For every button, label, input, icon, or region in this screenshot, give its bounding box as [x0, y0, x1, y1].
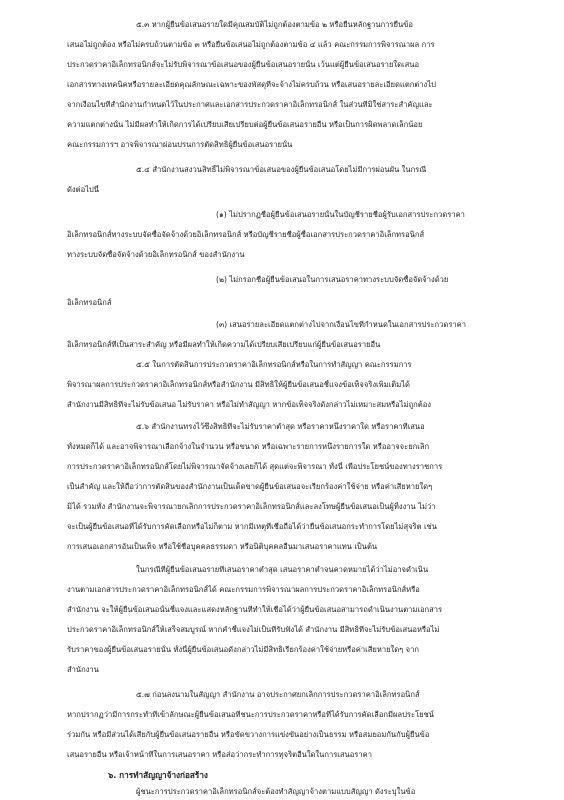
text-line: เป็นสำคัญ และให้ถือว่าการตัดสินของสำนักงานเป็นเด็ดขาดผู้ยื่นข้อเสนอจะเรียกร้องค่าใช้จ่าย หรือค่าเสียหายใดๆ: [67, 482, 433, 491]
text-line: ทางระบบจัดซื้อจัดจ้างด้วยอิเล็กทรอนิกส์ ของสำนักงาน: [67, 250, 245, 259]
text-line: คณะกรรมการฯ อาจพิจารณาผ่อนปรนการตัดสิทธิผู้ยื่นข้อเสนอรายนั้น: [67, 140, 293, 149]
text-line: การเสนอเอกสารอันเป็นเท็จ หรือใช้ชื่อบุคคลธรรมดา หรือนิติบุคคลอื่นมาเสนอราคาแทน เป็นต้น: [67, 542, 378, 551]
text-line: ร่วมกัน หรือมีส่วนได้เสียกับผู้ยื่นข้อเสนอรายอื่น หรือขัดขวางการแข่งขันอย่างเป็นธรรม หรือสมยอมกันกับผู้ยื่นข้อ: [67, 730, 430, 739]
text-line: จะเป็นผู้ยื่นข้อเสนอที่ได้รับการคัดเลือกหรือไม่ก็ตาม หากมีเหตุที่เชื่อถือได้ว่ายื่นข้อเสนอกระทำการโดยไม่สุจริต เช่น: [67, 522, 437, 531]
text-line: (๓) เสนอรายละเอียดแตกต่างไปจากเงื่อนไขที่กำหนดในเอกสารประกวดราคา: [216, 320, 467, 329]
text-line: จากเงื่อนไขที่สำนักงานกำหนดไว้ในประกาศและเอกสารประกวดราคาอิเล็กทรอนิกส์ ในส่วนที่มิใช่สาระสำคัญและ: [67, 100, 433, 109]
text-line: ความแตกต่างนั้น ไม่มีผลทำให้เกิดการได้เปรียบเสียเปรียบต่อผู้ยื่นข้อเสนอรายอื่น หรือเป็นการผิดพลาดเล็กน้อย: [67, 120, 423, 129]
text-line: เสนอรายอื่น หรือเจ้าหน้าที่ในการเสนอราคา หรือส่อว่ากระทำการทุจริตอื่นใดในการเสนอราคา: [67, 750, 372, 759]
text-line: ๕.๗ ก่อนลงนามในสัญญา สำนักงาน อาจประกาศยกเลิกการประกวดราคาอิเล็กทรอนิกส์: [136, 690, 420, 699]
text-line: ดังต่อไปนี้: [67, 185, 99, 194]
text-line: อิเล็กทรอนิกส์ทางระบบจัดซื้อจัดจ้างด้วยอิเล็กทรอนิกส์ หรือบัญชีรายชื่อผู้ซื้อเอกสารประกวดราคาอิเล็กทรอนิกส์: [67, 230, 425, 239]
text-line: ทั้งหมดก็ได้ และอาจพิจารณาเลือกจ้างในจำนวน หรือขนาด หรือเฉพาะรายการหนึ่งรายการใด หรืออาจจะยกเลิก: [67, 442, 430, 451]
text-line: ๕.๕ ในการตัดสินการประกวดราคาอิเล็กทรอนิกส์หรือในการทำสัญญา คณะกรรมการ: [136, 360, 412, 369]
text-line: ๕.๔ สำนักงานสงวนสิทธิ์ไม่พิจารณาข้อเสนอของผู้ยื่นข้อเสนอโดยไม่มีการผ่อนผัน ในกรณี: [136, 165, 427, 174]
text-line: เสนอไม่ถูกต้อง หรือไม่ครบถ้วนตามข้อ ๓ หรือยื่นข้อเสนอไม่ถูกต้องตามข้อ ๔ แล้ว คณะกรรมการพิจารณาผล การ: [67, 40, 435, 49]
text-line: ๕.๖ สำนักงานทรงไว้ซึ่งสิทธิที่จะไม่รับราคาต่ำสุด หรือราคาหนึ่งราคาใด หรือราคาที่เสนอ: [136, 422, 425, 431]
text-line: (๑) ไม่ปรากฏชื่อผู้ยื่นข้อเสนอรายนั้นในบัญชีรายชื่อผู้รับเอกสารประกวดราคา: [216, 210, 465, 219]
text-line: หากปรากฏว่ามีการกระทำที่เข้าลักษณะผู้ยื่นข้อเสนอที่ชนะการประกวดราคาหรือที่ได้รับการคัดเลือกมีผลประโยชน์: [67, 710, 434, 719]
text-line: รับราคาของผู้ยื่นข้อเสนอรายนั้น ทั้งนี้ผู้ยื่นข้อเสนอดังกล่าวไม่มีสิทธิเรียกร้องค่าใช้จ่ายหรือค่าเสียหายใดๆ จาก: [67, 645, 419, 654]
text-line: อิเล็กทรอนิกส์ที่เป็นสาระสำคัญ หรือมีผลทำให้เกิดความได้เปรียบเสียเปรียบแก่ผู้ยื่นข้อเสนอรายอื่น: [67, 340, 381, 349]
text-line: สำนักงาน: [67, 665, 99, 674]
text-line: เอกสารทางเทคนิคหรือรายละเอียดคุณลักษณะเฉพาะของพัสดุที่จะจ้างไม่ครบถ้วน หรือเสนอรายละเอียดแตกต่างไป: [67, 80, 436, 89]
text-line: สำนักงานมีสิทธิที่จะไม่รับข้อเสนอ ไม่รับราคา หรือไม่ทำสัญญา หากข้อเท็จจริงดังกล่าวไม่เหมาะสมหรือไม่ถูกต้อง: [67, 400, 431, 409]
text-line: อิเล็กทรอนิกส์: [67, 298, 112, 307]
text-line: (๒) ไม่กรอกชื่อผู้ยื่นข้อเสนอในการเสนอราคาทางระบบจัดซื้อจัดจ้างด้วย: [216, 275, 449, 284]
text-line: สำนักงาน จะให้ผู้ยื่นข้อเสนอนั้นชี้แจงและแสดงหลักฐานที่ทำให้เชื่อได้ว่าผู้ยื่นข้อเสนอสามารถดำเนินงานตามเอกสาร: [67, 605, 443, 614]
text-line: การประกวดราคาอิเล็กทรอนิกส์โดยไม่พิจารณาจัดจ้างเลยก็ได้ สุดแต่จะพิจารณา ทั้งนี้ เพื่อประโยชน์ของทางราชการ: [67, 462, 443, 471]
text-line: พิจารณาผลการประกวดราคาอิเล็กทรอนิกส์หรือสำนักงาน มีสิทธิให้ผู้ยื่นข้อเสนอชี้แจงข้อเท็จจริงเพิ่มเติมได้: [67, 380, 410, 389]
text-line: มิได้ รวมทั้ง สำนักงานจะพิจารณายกเลิกการประกวดราคาอิเล็กทรอนิกส์และลงโทษผู้ยื่นข้อเสนอเป็นผู้ทิ้งงาน ไม่ว่า: [67, 502, 436, 511]
text-line: งานตามเอกสารประกวดราคาอิเล็กทรอนิกส์ได้ คณะกรรมการพิจารณาผลการประกวดราคาอิเล็กทรอนิกส์หรือ: [67, 585, 420, 594]
text-line: ประกวดราคาอิเล็กทรอนิกส์ให้เสร็จสมบูรณ์ หากคำชี้แจงไม่เป็นที่รับฟังได้ สำนักงาน มีสิทธิที่จะไม่รับข้อเสนอหรือไม่: [67, 625, 440, 634]
text-line: ในกรณีที่ผู้ยื่นข้อเสนอรายที่เสนอราคาต่ำสุด เสนอราคาต่ำจนคาดหมายได้ว่าไม่อาจดำเนิน: [136, 565, 429, 574]
section-heading: ๖. การทำสัญญาจ้างก่อสร้าง: [108, 770, 208, 780]
text-line: ประกวดราคาอิเล็กทรอนิกส์จะไม่รับพิจารณาข้อเสนอของผู้ยื่นข้อเสนอรายนั้น เว้นแต่ผู้ยื่นข้อเสนอรายใดเสนอ: [67, 60, 420, 69]
text-line: ๕.๓ หากผู้ยื่นข้อเสนอรายใดมีคุณสมบัติไม่ถูกต้องตามข้อ ๒ หรือยื่นหลักฐานการยื่นข้อ: [136, 20, 413, 29]
text-line: ผู้ชนะการประกวดราคาอิเล็กทรอนิกส์จะต้องทำสัญญาจ้างตามแบบสัญญา ดังระบุในข้อ: [136, 787, 416, 796]
